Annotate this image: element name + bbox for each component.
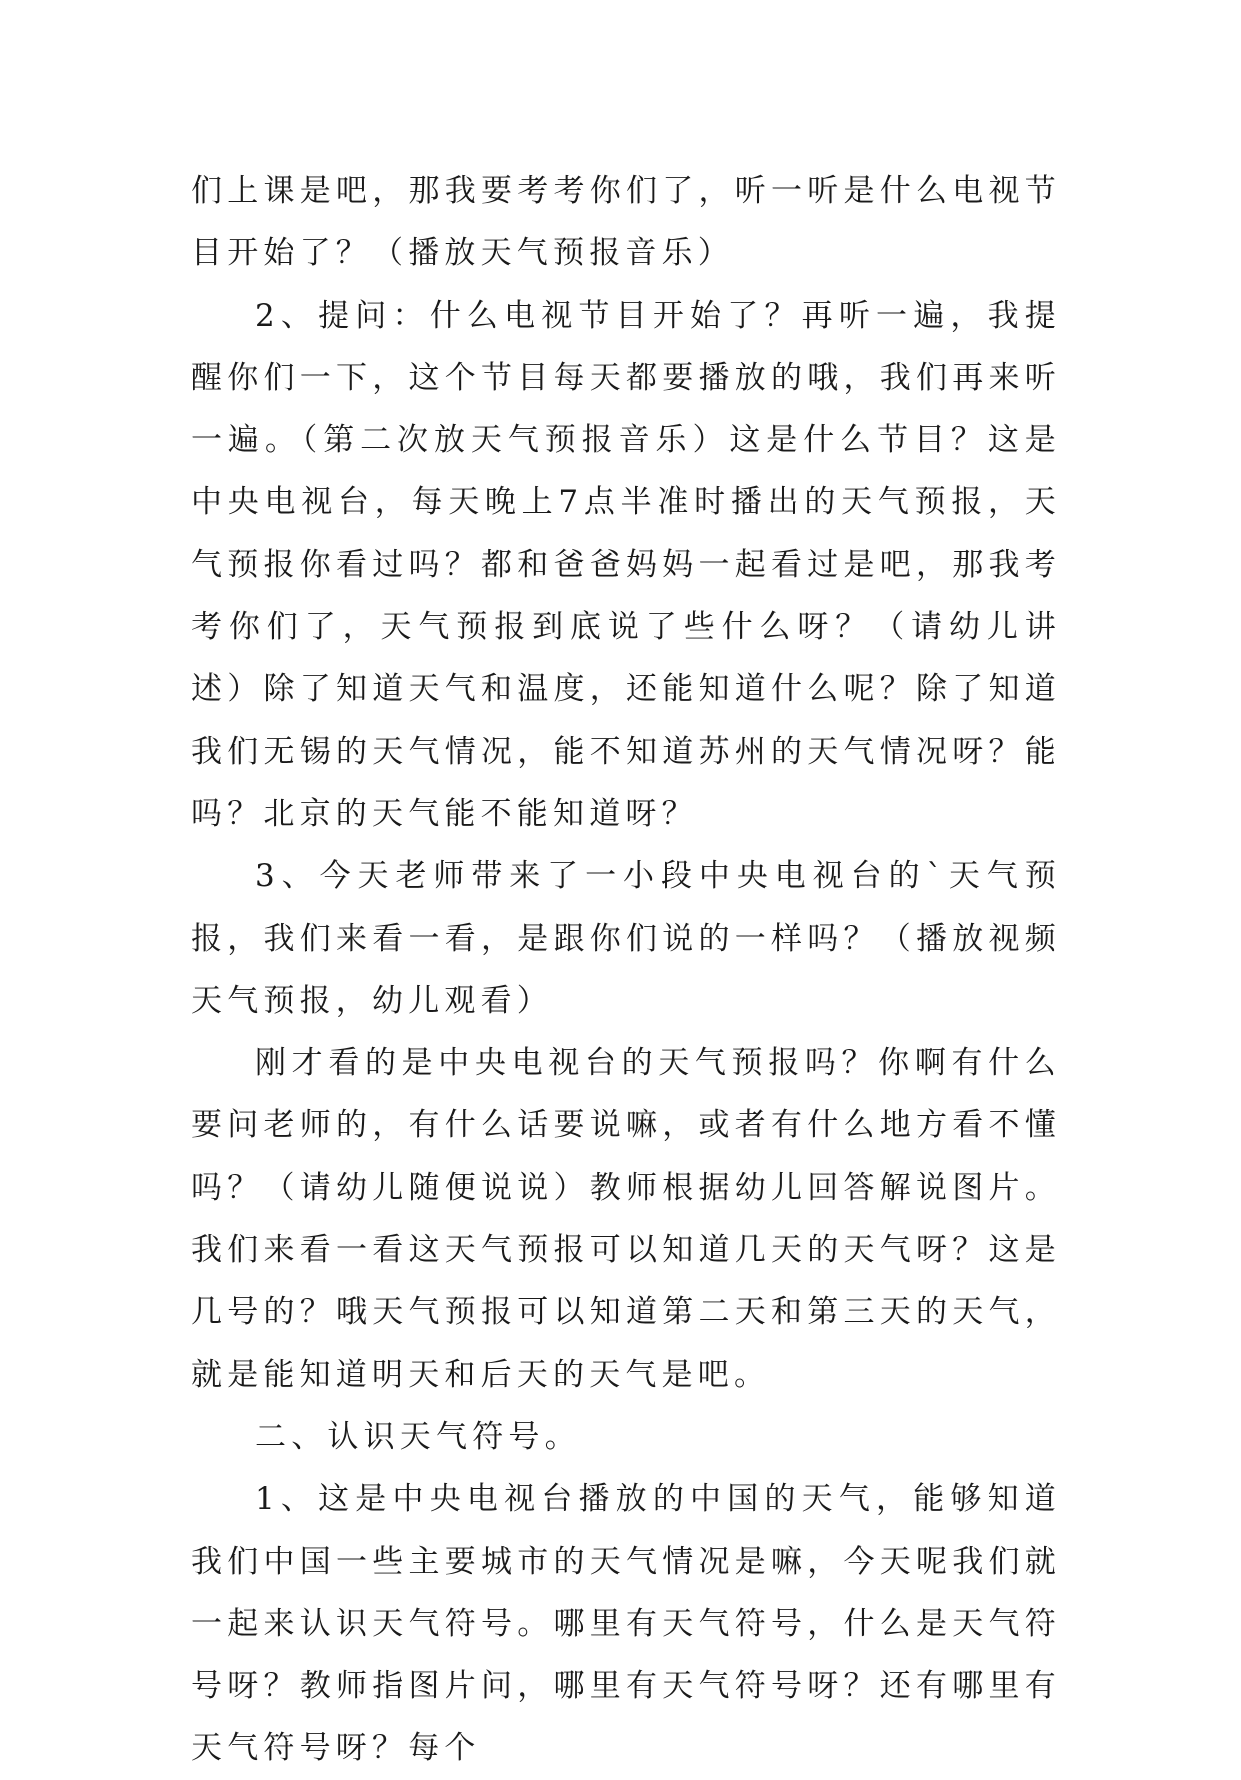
section-heading-weather-symbols: 二、认识天气符号。	[255, 1418, 581, 1455]
paragraph-question-2: 2、提问：什么电视节目开始了？再听一遍，我提醒你们一下，这个节目每天都要播放的哦，我们再来听一遍。（第二次放天气预报音乐）这是什么节目？这是中央电视台，每天晚上7点半准时播出的天气预报，天气预报你看过吗？都和爸爸妈妈一起看过是吧，那我考考你们了，天气预报到底说了些什么呀？（请幼儿讲述）除了知道天气和温度，还能知道什么呢？除了知道我们无锡的天气情况，能不知道苏州的天气情况呀？能吗？北京的天气能不能知道呀？	[191, 297, 1061, 832]
paragraph-discussion: 刚才看的是中央电视台的天气预报吗？你啊有什么要问老师的，有什么话要说嘛，或者有什么地方看不懂吗？（请幼儿随便说说）教师根据幼儿回答解说图片。我们来看一看这天气预报可以知道几天的天气呀？这是几号的？哦天气预报可以知道第二天和第三天的天气，就是能知道明天和后天的天气是吧。	[191, 1045, 1061, 1393]
paragraph-symbols-1: 1、这是中央电视台播放的中国的天气，能够知道我们中国一些主要城市的天气情况是嘛，今天呢我们就一起来认识天气符号。哪里有天气符号，什么是天气符号呀？教师指图片问，哪里有天气符号呀？还有哪里有天气符号呀？每个	[191, 1481, 1061, 1767]
paragraph-video-3: 3、今天老师带来了一小段中央电视台的`天气预报，我们来看一看，是跟你们说的一样吗？（播放视频天气预报，幼儿观看）	[191, 858, 1061, 1019]
paragraph-continuation: 们上课是吧，那我要考考你们了，听一听是什么电视节目开始了？（播放天气预报音乐）	[191, 173, 1061, 272]
document-body	[191, 160, 1061, 1780]
